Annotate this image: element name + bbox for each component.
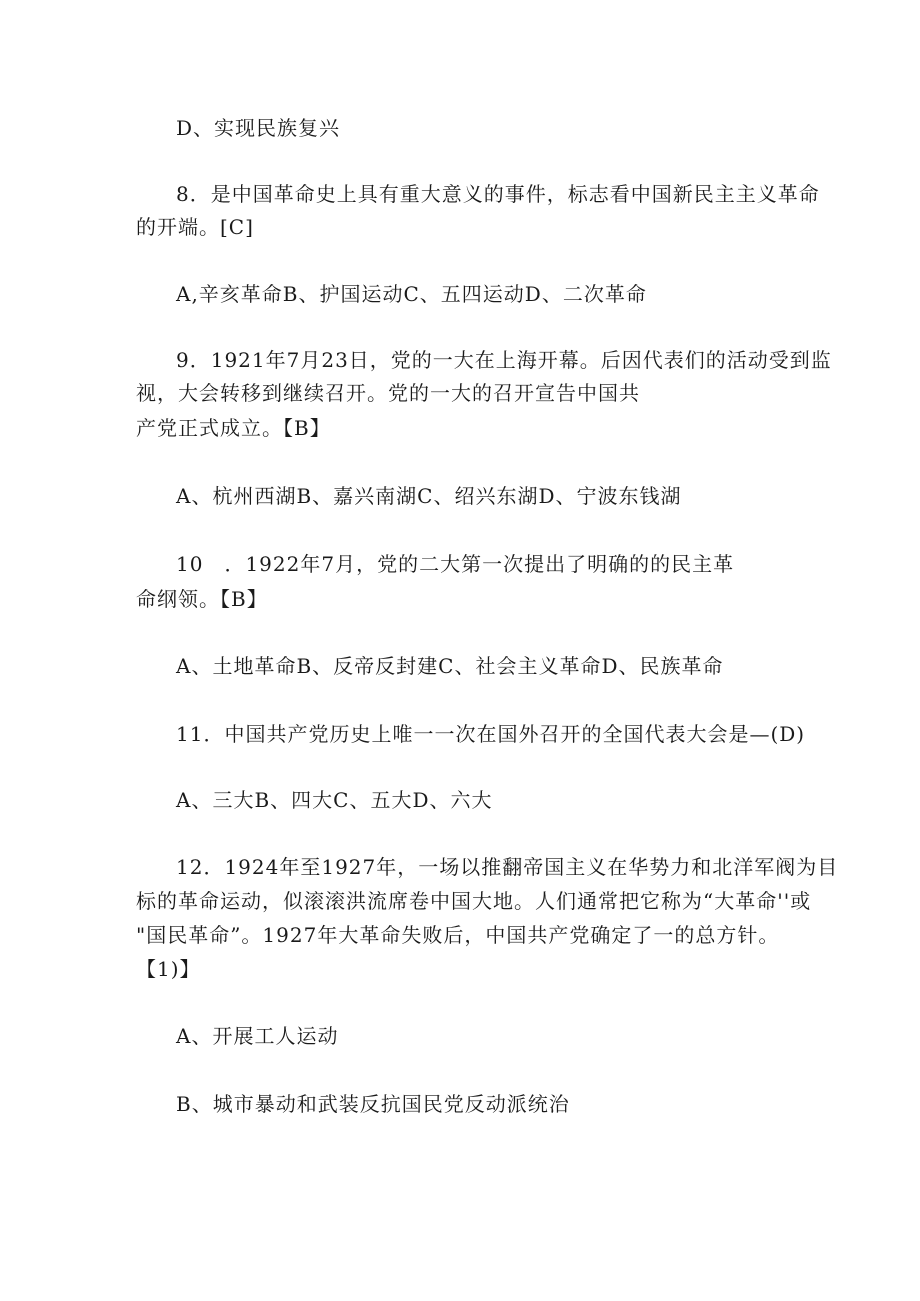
- options-q10: A、土地革命B、反帝反封建C、社会主义革命D、民族革命: [176, 654, 724, 678]
- question-8-text: 8．是中国革命史上具有重大意义的事件，标志看中国新民主主义革命: [176, 182, 820, 206]
- option-q12-b: B、城市暴动和武装反抗国民党反动派统治: [176, 1092, 570, 1116]
- question-8-text-cont: 的开端。[C]: [136, 215, 254, 239]
- question-10-text-cont: 命纲领。【B】: [136, 587, 268, 611]
- option-q12-a: A、开展工人运动: [176, 1024, 339, 1048]
- question-9-text: 9．1921年7月23日，党的一大在上海开幕。后因代表们的活动受到监: [176, 348, 832, 372]
- question-11-text: 11．中国共产党历史上唯一一次在国外召开的全国代表大会是—(D): [176, 722, 806, 746]
- options-q9: A、杭州西湖B、嘉兴南湖C、绍兴东湖D、宁波东钱湖: [176, 484, 682, 508]
- options-q11: A、三大B、四大C、五大D、六大: [176, 788, 493, 812]
- question-12-text-cont2: "国民革命”。1927年大革命失败后，中国共产党确定了一的总方针。: [136, 923, 780, 947]
- options-q8: A,辛亥革命B、护国运动C、五四运动D、二次革命: [176, 282, 647, 306]
- question-10-text: 10 ．1922年7月，党的二大第一次提出了明确的的民主革: [176, 552, 735, 576]
- question-12-answer: 【1)】: [136, 957, 201, 981]
- option-line-q7-d: D、实现民族复兴: [176, 116, 341, 140]
- question-9-text-cont: 视，大会转移到继续召开。党的一大的召开宣告中国共: [136, 381, 640, 405]
- question-12-text: 12．1924年至1927年，一场以推翻帝国主义在华势力和北洋军阀为目: [176, 855, 839, 879]
- question-9-text-cont2: 产党正式成立。【B】: [136, 416, 331, 440]
- question-12-text-cont: 标的革命运动，似滚滚洪流席卷中国大地。人们通常把它称为“大革命''或: [136, 889, 812, 913]
